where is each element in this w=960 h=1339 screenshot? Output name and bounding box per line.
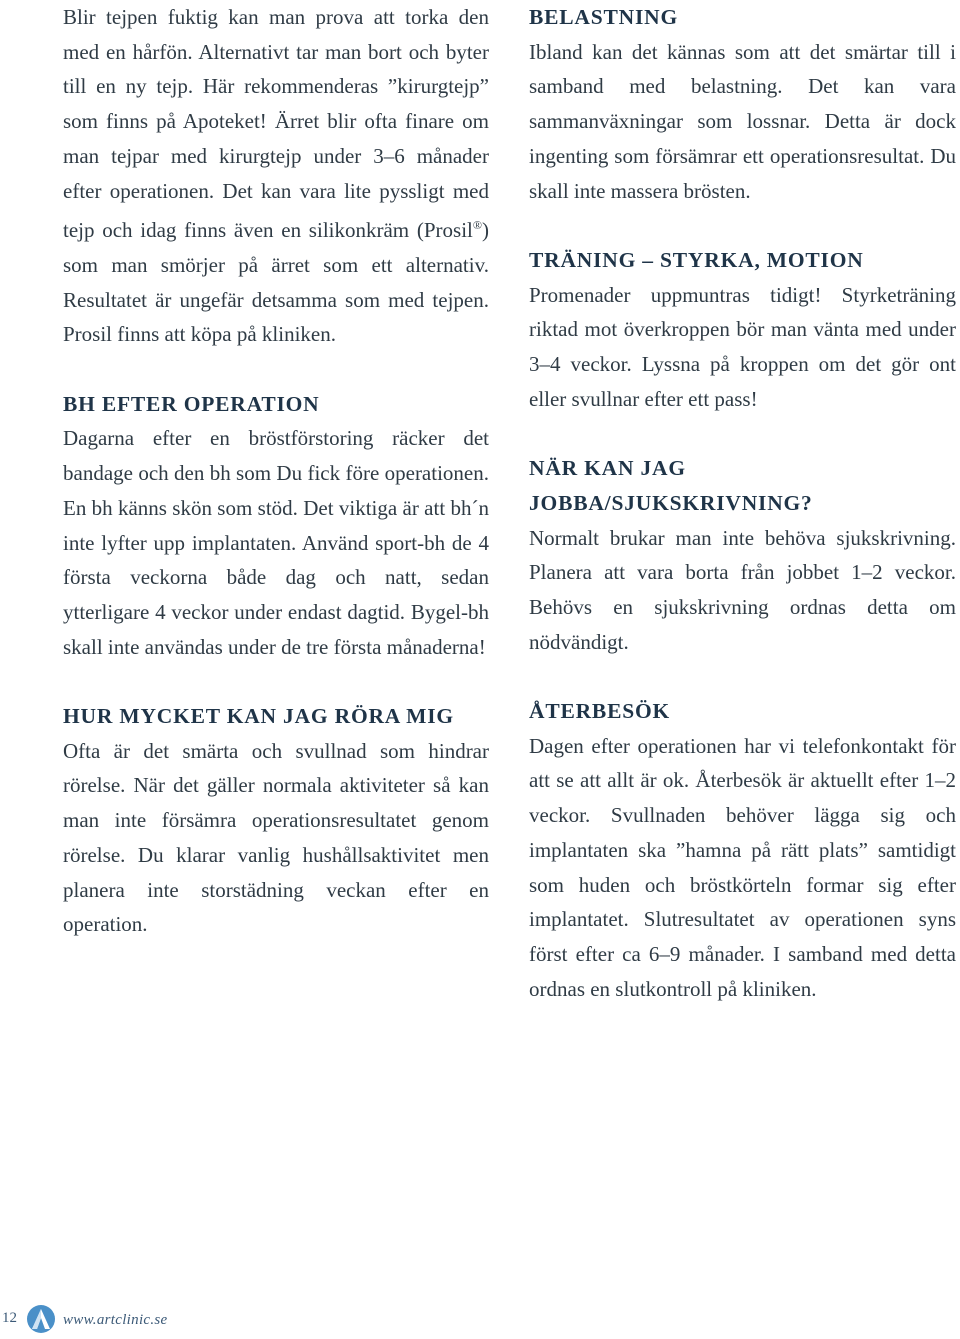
traning-heading: TRÄNING – STYRKA, MOTION	[529, 247, 864, 272]
registered-mark: ®	[472, 218, 482, 233]
bh-paragraph: Dagarna efter en bröstförstoring räcker det bandage och den bh som Du fick före operationen. En bh känns skön som stöd. Det viktiga är att bh´n inte lyfter upp implantaten. Använd sport-bh de 4 första veckorna både dag och natt, sedan ytterligare 4 veckor under endast dagtid. Bygel-bh skall inte användas under de tre första månaderna!	[63, 426, 489, 659]
jobba-heading-line-2: JOBBA/SJUKSKRIVNING?	[529, 490, 813, 515]
page-footer	[0, 1300, 960, 1339]
right-column	[529, 0, 956, 1006]
artclinic-logo-icon	[26, 1304, 56, 1334]
belastning-heading: BELASTNING	[529, 5, 678, 29]
left-column	[63, 0, 489, 942]
aterbesok-heading: ÅTERBESÖK	[529, 699, 671, 724]
jobba-heading-line-1: NÄR KAN JAG	[529, 456, 686, 481]
belastning-paragraph: Ibland kan det kännas som att det smärtar till i samband med belastning. Det kan vara sammanväxningar som lossnar. Detta är dock ingenting som försämrar ett operationsresultat. Du skall inte massera brösten.	[529, 39, 956, 203]
traning-paragraph: Promenader uppmuntras tidigt! Styrketräning riktad mot överkroppen bör man vänta med under 3–4 veckor. Lyssna på kroppen om det gör ont eller svullnar efter ett pass!	[529, 282, 956, 411]
page-number: 12	[2, 1310, 17, 1326]
intro-text-end: ) som man smörjer på ärret som ett alternativ. Resultatet är ungefär detsamma som med tejpen. Prosil finns att köpa på kliniken.	[63, 218, 489, 347]
jobba-paragraph: Normalt brukar man inte behöva sjukskrivning. Planera att vara borta från jobbet 1–2 veckor. Behövs en sjukskrivning ordnas detta om nödvändigt.	[529, 525, 956, 654]
rora-paragraph: Ofta är det smärta och svullnad som hindrar rörelse. När det gäller normala aktiviteter så kan man inte försämra operationsresultatet genom rörelse. Du klarar vanlig hushållsaktivitet men planera inte storstädning veckan efter en operation.	[63, 738, 489, 937]
bh-heading: BH EFTER OPERATION	[63, 391, 320, 416]
rora-heading: HUR MYCKET KAN JAG RÖRA MIG	[63, 704, 454, 729]
intro-text: Blir tejpen fuktig kan man prova att torka den med en hårfön. Alternativt tar man bort och byter till en ny tejp. Här rekommenderas ”kirurgtejp” som finns på Apoteket! Ärret blir ofta finare om man tejpar med kirurgtejp under 3–6 månader efter operationen. Det kan vara lite pyssligt med tejp och idag finns även en silikonkräm (Prosil	[63, 5, 489, 243]
aterbesok-paragraph: Dagen efter operationen har vi telefonkontakt för att se att allt är ok. Återbesök är aktuellt efter 1–2 veckor. Svullnaden behöver lägga sig och implantaten ska ”hamna på rätt plats” samtidigt som huden och bröstkörteln formar sig efter implantatet. Slutresultatet av operationen syns först efter ca 6–9 månader. I samband med detta ordnas en slutkontroll på kliniken.	[529, 733, 956, 1001]
intro-paragraph	[63, 0, 489, 352]
website-url[interactable]: www.artclinic.se	[63, 1312, 168, 1328]
